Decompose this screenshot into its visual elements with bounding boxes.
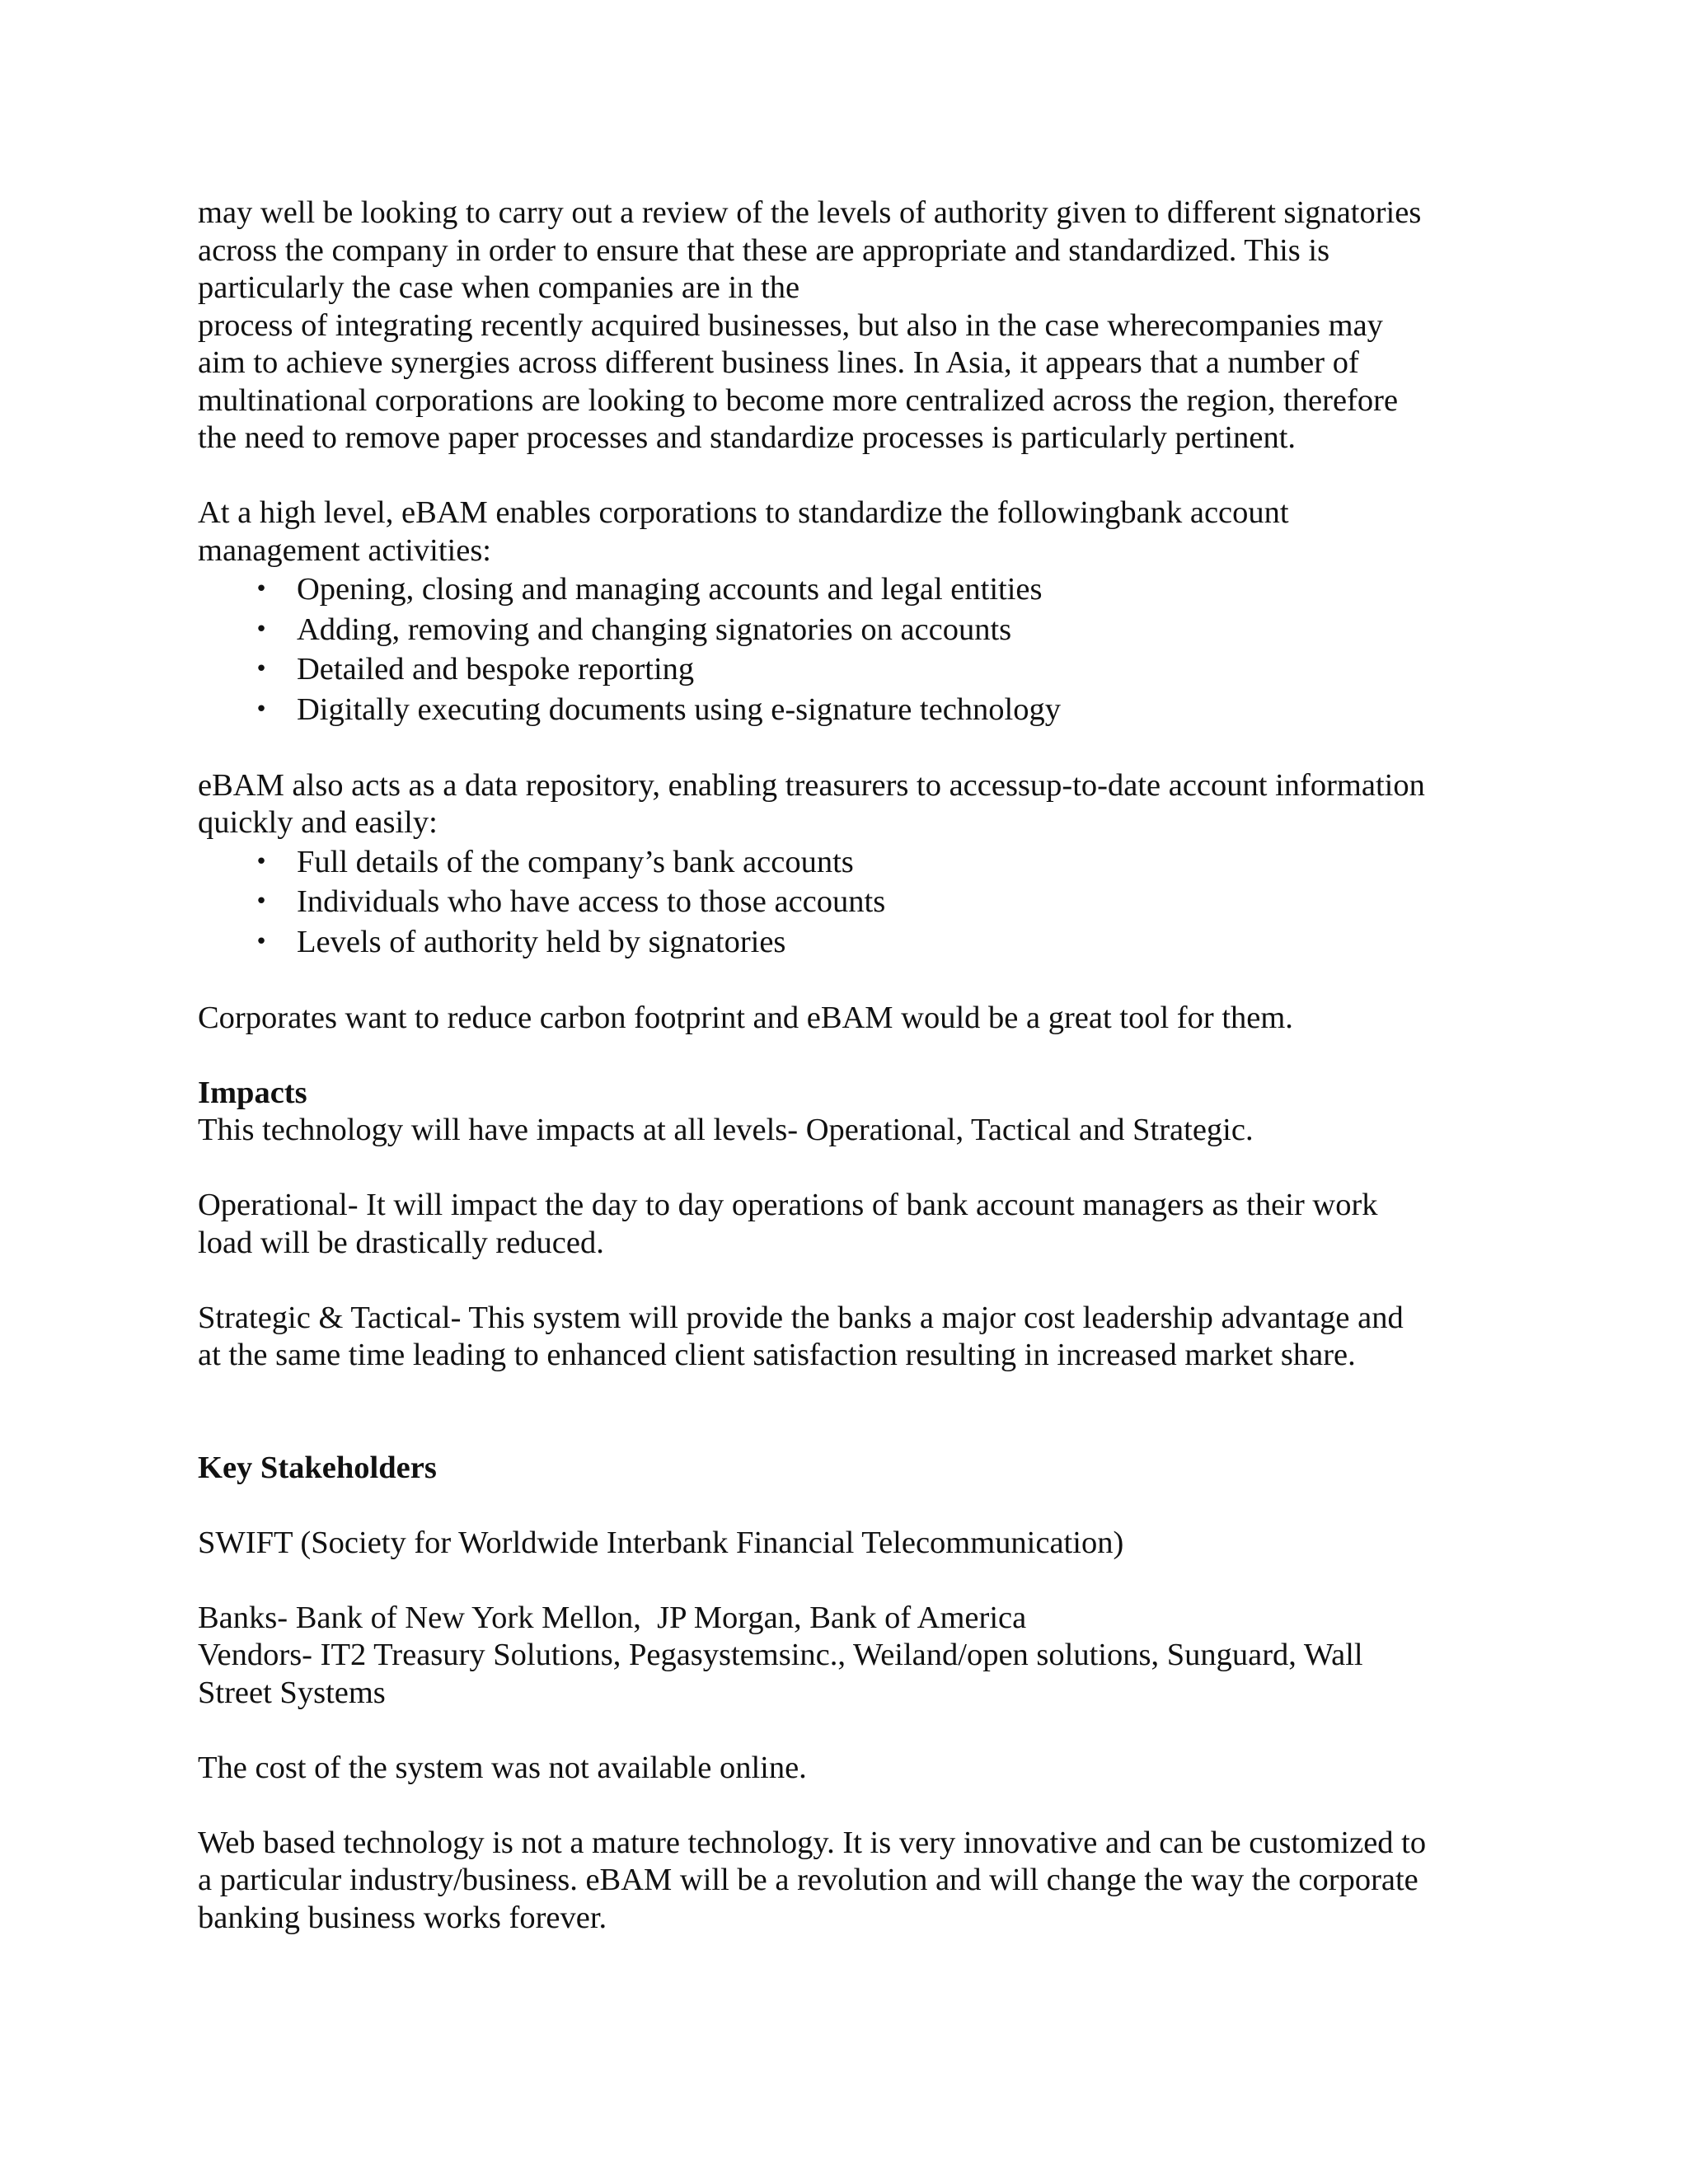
text-line: Vendors- IT2 Treasury Solutions, Pegasystemsinc., Weiland/open solutions, Sunguard, Wall [198, 1638, 1363, 1672]
list-item-text: Levels of authority held by signatories [297, 924, 786, 959]
list-item [198, 690, 1500, 730]
stakeholders-heading: Key Stakeholders [198, 1450, 437, 1485]
list-item [198, 569, 1500, 610]
paragraph-spacer [198, 1150, 1500, 1188]
vendors-paragraph [198, 1637, 1500, 1712]
list-item [198, 842, 1500, 883]
bullet-icon: • [255, 616, 268, 642]
repository-bullet-list [198, 842, 1500, 963]
text-line: banking business works forever. [198, 1900, 607, 1935]
bullet-icon: • [255, 657, 268, 682]
paragraph-spacer [198, 457, 1500, 495]
text-line: Operational- It will impact the day to day operations of bank account managers as their work [198, 1188, 1378, 1222]
text-line: management activities: [198, 532, 491, 568]
standardize-bullet-list [198, 569, 1500, 729]
bullet-icon: • [255, 929, 268, 954]
text-line: eBAM also acts as a data repository, enabling treasurers to accessup-to-date account information [198, 767, 1425, 803]
list-item-text: Digitally executing documents using e-signature technology [297, 691, 1061, 727]
paragraph-spacer [198, 962, 1500, 1000]
text-line: Web based technology is not a mature technology. It is very innovative and can be customized to [198, 1825, 1427, 1860]
swift-paragraph: SWIFT (Society for Worldwide Interbank Financial Telecommunication) [198, 1525, 1124, 1560]
paragraph-spacer [198, 729, 1500, 767]
list-item [198, 882, 1500, 922]
list-item [198, 610, 1500, 650]
text-line: quickly and easily: [198, 805, 438, 840]
intro-paragraph [198, 194, 1500, 457]
bullet-icon: • [255, 889, 268, 914]
impacts-heading: Impacts [198, 1075, 307, 1110]
text-line: Strategic & Tactical- This system will provide the banks a major cost leadership advantage and [198, 1300, 1404, 1335]
text-line: may well be looking to carry out a review of the levels of authority given to different signatories [198, 195, 1422, 230]
list-item-text: Individuals who have access to those accounts [297, 884, 886, 919]
text-line: a particular industry/business. eBAM will be a revolution and will change the way the corporate [198, 1863, 1418, 1897]
list-item-text: Full details of the company’s bank accounts [297, 844, 854, 879]
list-item-text: Detailed and bespoke reporting [297, 652, 695, 687]
document-page [198, 194, 1500, 1937]
text-line: process of integrating recently acquired businesses, but also in the case wherecompanies may [198, 307, 1383, 343]
text-line: at the same time leading to enhanced client satisfaction resulting in increased market share. [198, 1338, 1356, 1372]
text-line: particularly the case when companies are in the [198, 270, 800, 305]
strategic-paragraph [198, 1300, 1500, 1375]
standardize-paragraph [198, 494, 1500, 569]
text-line: load will be drastically reduced. [198, 1225, 604, 1260]
bullet-icon: • [255, 577, 268, 602]
web-paragraph [198, 1825, 1500, 1938]
paragraph-spacer [198, 1712, 1500, 1750]
paragraph-spacer [198, 1037, 1500, 1075]
list-item [198, 649, 1500, 690]
bullet-icon: • [255, 696, 268, 722]
paragraph-spacer [198, 1562, 1500, 1600]
text-line: the need to remove paper processes and standardize processes is particularly pertinent. [198, 420, 1296, 455]
repository-paragraph [198, 767, 1500, 842]
paragraph-spacer [198, 1262, 1500, 1300]
paragraph-spacer [198, 1375, 1500, 1413]
list-item [198, 922, 1500, 963]
text-line: At a high level, eBAM enables corporations to standardize the followingbank account [198, 495, 1289, 530]
bullet-icon: • [255, 849, 268, 874]
text-line: across the company in order to ensure that these are appropriate and standardized. This is [198, 232, 1330, 268]
carbon-paragraph: Corporates want to reduce carbon footprint and eBAM would be a great tool for them. [198, 1000, 1293, 1035]
cost-paragraph: The cost of the system was not available online. [198, 1750, 807, 1785]
list-item-text: Adding, removing and changing signatories on accounts [297, 612, 1012, 647]
text-line: aim to achieve synergies across different business lines. In Asia, it appears that a number of [198, 345, 1359, 380]
list-item-text: Opening, closing and managing accounts and legal entities [297, 572, 1043, 607]
paragraph-spacer [198, 1412, 1500, 1450]
paragraph-spacer [198, 1787, 1500, 1825]
operational-paragraph [198, 1187, 1500, 1262]
paragraph-spacer [198, 1487, 1500, 1525]
impacts-intro: This technology will have impacts at all levels- Operational, Tactical and Strategic. [198, 1113, 1254, 1147]
text-line: multinational corporations are looking to become more centralized across the region, therefore [198, 382, 1399, 418]
banks-line: Banks- Bank of New York Mellon, JP Morgan, Bank of America [198, 1600, 1027, 1635]
text-line: Street Systems [198, 1675, 386, 1710]
